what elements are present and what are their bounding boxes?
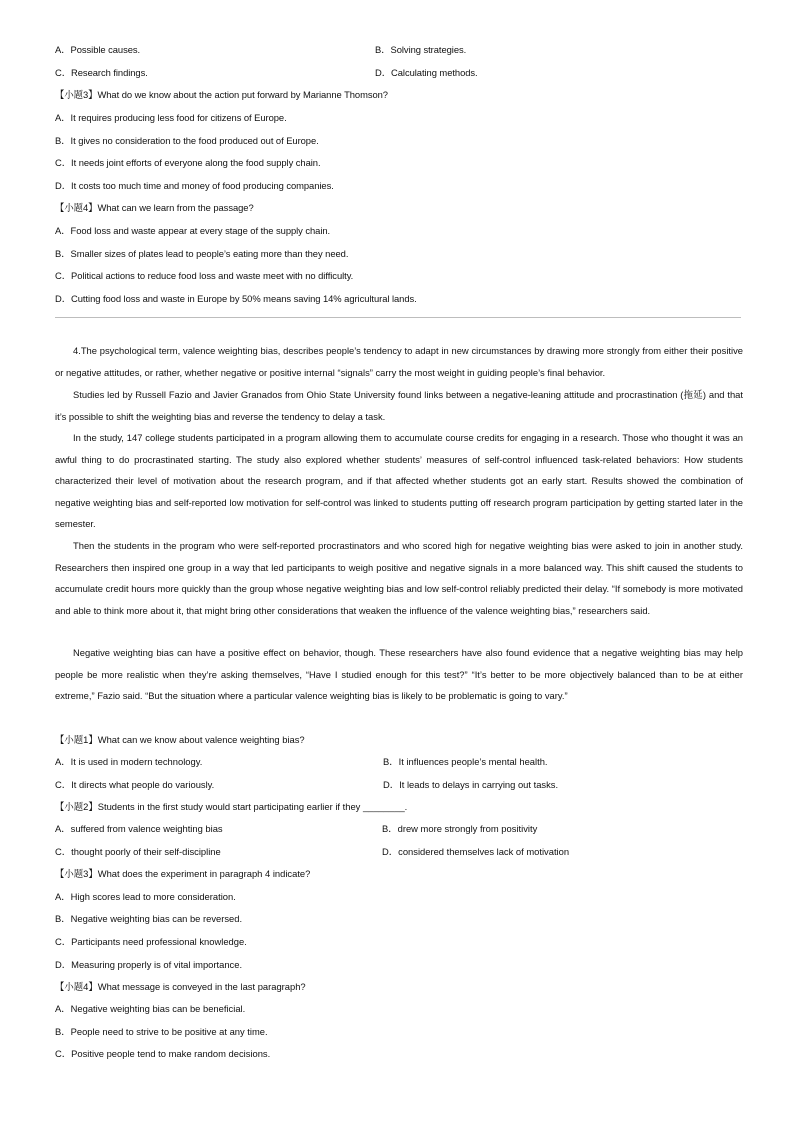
q4-option-b: B．People need to strive to be positive at any time. bbox=[55, 1026, 268, 1037]
q3-option-b: B．Negative weighting bias can be reversed. bbox=[55, 913, 243, 924]
q2-stem: 【小题2】Students in the first study would start participating earlier if they ________. bbox=[55, 801, 408, 812]
q4-option-a: A．Negative weighting bias can be beneficial. bbox=[55, 1003, 246, 1014]
prev-q2-option-c: C．Research findings. bbox=[55, 67, 148, 78]
q2-option-c: C．thought poorly of their self-discipline bbox=[55, 846, 221, 857]
prev-q2-option-a: A．Possible causes. bbox=[55, 44, 141, 55]
prev-q2-option-b: B．Solving strategies. bbox=[375, 44, 467, 55]
q1-option-a: A．It is used in modern technology. bbox=[55, 756, 203, 767]
q1-option-c: C．It directs what people do variously. bbox=[55, 779, 215, 790]
q2-option-b: B．drew more strongly from positivity bbox=[382, 823, 538, 834]
prev-q4-option-a: A．Food loss and waste appear at every stage of the supply chain. bbox=[55, 225, 331, 236]
q3-option-c: C．Participants need professional knowledge. bbox=[55, 936, 247, 947]
prev-q4-option-b: B．Smaller sizes of plates lead to people’s eating more than they need. bbox=[55, 248, 349, 259]
prev-q3-option-a: A．It requires producing less food for citizens of Europe. bbox=[55, 112, 287, 123]
q4-option-c: C．Positive people tend to make random decisions. bbox=[55, 1048, 271, 1059]
q4-stem: 【小题4】What message is conveyed in the last paragraph? bbox=[55, 981, 306, 992]
q2-option-a: A．suffered from valence weighting bias bbox=[55, 823, 223, 834]
q1-stem: 【小题1】What can we know about valence weighting bias? bbox=[55, 734, 305, 745]
passage-paragraph-4: Then the students in the program who were self-reported procrastinators and who scored high for negative weighting bias were asked to join in another study. Researchers then inspired one group in a way that led participants to weigh positive and negative signals in a more balanced way. This shift caused the students to accumulate credit hours more quickly than the group whose negative weighting bias and low self-control reliably predicted their delay. “If somebody is more motivated and able to think more about it, that might bring other considerations that weaken the influence of the valence weighting bias,” researchers said. bbox=[55, 540, 743, 616]
prev-q3-option-c: C．It needs joint efforts of everyone along the food supply chain. bbox=[55, 157, 321, 168]
q1-option-b: B．It influences people’s mental health. bbox=[383, 756, 548, 767]
prev-q4-option-d: D．Cutting food loss and waste in Europe by 50% means saving 14% agricultural lands. bbox=[55, 293, 417, 304]
prev-q4-stem: 【小题4】What can we learn from the passage? bbox=[55, 202, 254, 213]
passage-paragraph-3: In the study, 147 college students participated in a program allowing them to accumulate course credits for engaging in a research. Those who thought it was an awful thing to do procrastinated starting. The study also explored whether students’ measures of self-control influenced task-related behaviors: How students characterized their level of motivation about the research program, and if that affected whether students got an early start. Results showed the combination of negative weighting bias and self-reported low motivation for self-control was linked to students putting off research program participation by getting started later in the semester. bbox=[55, 432, 743, 530]
prev-q3-option-b: B．It gives no consideration to the food produced out of Europe. bbox=[55, 135, 319, 146]
q3-stem: 【小题3】What does the experiment in paragraph 4 indicate? bbox=[55, 868, 311, 879]
passage-paragraph-2: Studies led by Russell Fazio and Javier Granados from Ohio State University found links between a negative-leaning attitude and procrastination (拖延) and that it’s possible to shift the weighting bias and reverse the tendency to delay a task. bbox=[55, 389, 743, 422]
q3-option-a: A．High scores lead to more consideration. bbox=[55, 891, 236, 902]
prev-q3-stem: 【小题3】What do we know about the action put forward by Marianne Thomson? bbox=[55, 89, 388, 100]
q2-option-d: D．considered themselves lack of motivation bbox=[382, 846, 570, 857]
passage-paragraph-1: 4.The psychological term, valence weighting bias, describes people’s tendency to adapt in new circumstances by drawing more strongly from either their positive or negative attitudes, or rather, whether negative or positive internal “signals” carry the most weight in guiding people’s final behavior. bbox=[55, 345, 743, 378]
q1-option-d: D．It leads to delays in carrying out tasks. bbox=[383, 779, 559, 790]
passage-paragraph-5: Negative weighting bias can have a positive effect on behavior, though. These researchers have also found evidence that a negative weighting bias may help people be more realistic when they’re asking themselves, “Have I studied enough for this test?” “It’s better to be more objectively balanced than to be at either extreme,” Fazio said. “But the situation where a particular valence weighting bias is likely to be problematic is going to vary.” bbox=[55, 647, 743, 702]
prev-q2-option-d: D．Calculating methods. bbox=[375, 67, 478, 78]
prev-q4-option-c: C．Political actions to reduce food loss and waste meet with no difficulty. bbox=[55, 270, 354, 281]
prev-q3-option-d: D．It costs too much time and money of food producing companies. bbox=[55, 180, 334, 191]
section-divider bbox=[55, 317, 741, 318]
q3-option-d: D．Measuring properly is of vital importance. bbox=[55, 959, 243, 970]
